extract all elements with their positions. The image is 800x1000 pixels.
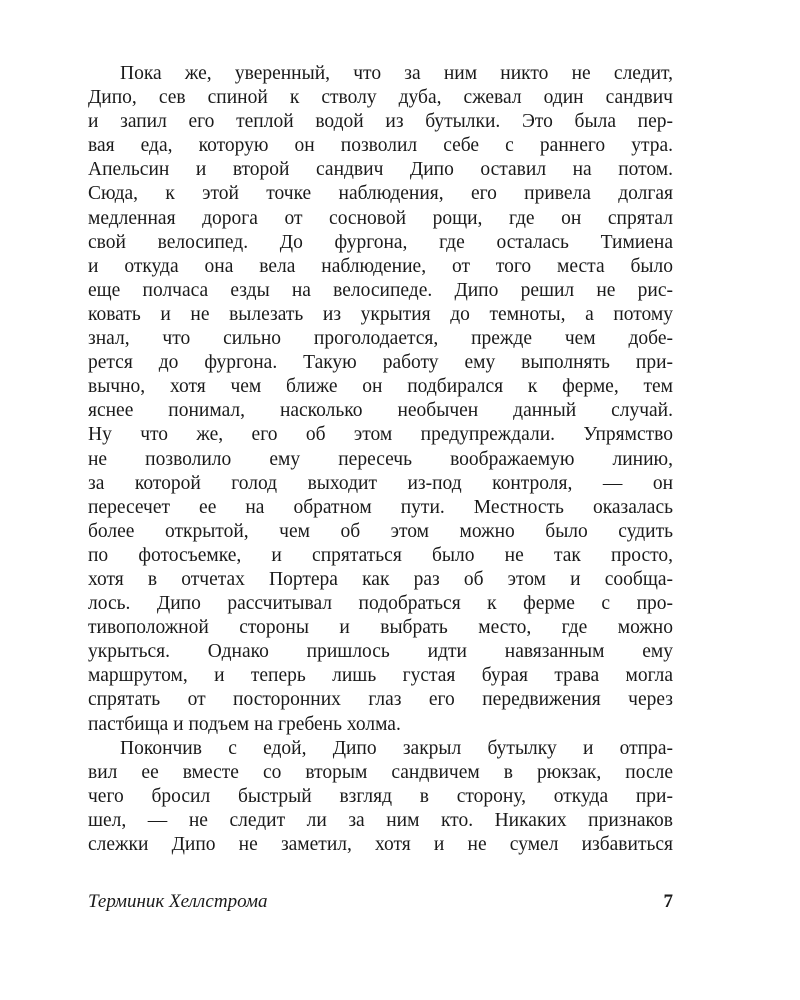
text-line: хотя в отчетах Портера как раз об этом и сообща-	[88, 568, 673, 590]
text-line: ковать и не вылезать из укрытия до темноты, а потому	[88, 303, 673, 325]
text-line: еще полчаса езды на велосипеде. Дипо решил не рис-	[88, 279, 673, 301]
text-line: рется до фургона. Такую работу ему выполнять при-	[88, 352, 673, 374]
text-line: медленная дорога от сосновой рощи, где он спрятал	[88, 207, 673, 229]
text-line: чего бросил быстрый взгляд в сторону, откуда при-	[88, 785, 673, 807]
text-line: знал, что сильно проголодается, прежде чем добе-	[88, 328, 673, 350]
text-line: вил ее вместе со вторым сандвичем в рюкзак, после	[88, 761, 673, 783]
text-line: маршрутом, и теперь лишь густая бурая трава могла	[88, 665, 673, 687]
text-line: укрыться. Однако пришлось идти навязанным ему	[88, 641, 673, 663]
text-line: пастбища и подъем на гребень холма.	[88, 713, 401, 735]
text-line: вычно, хотя чем ближе он подбирался к ферме, тем	[88, 376, 673, 398]
text-line: Покончив с едой, Дипо закрыл бутылку и отпра-	[120, 737, 673, 759]
text-line: пересечет ее на обратном пути. Местность оказалась	[88, 496, 673, 518]
text-line: Ну что же, его об этом предупреждали. Упрямство	[88, 424, 673, 446]
page-footer	[88, 889, 673, 915]
text-line: не позволило ему пересечь воображаемую линию,	[88, 448, 673, 470]
text-line: по фотосъемке, и спрятаться было не так просто,	[88, 544, 673, 566]
text-line: тивоположной стороны и выбрать место, где можно	[88, 617, 673, 639]
text-line: шел, — не следит ли за ним кто. Никаких признаков	[88, 809, 673, 831]
paragraph-2	[88, 737, 673, 857]
paragraph-1	[88, 62, 673, 737]
text-line: и откуда она вела наблюдение, от того места было	[88, 255, 673, 277]
running-title: Терминик Хеллстрома	[88, 891, 268, 912]
text-line: свой велосипед. До фургона, где осталась Тимиена	[88, 231, 673, 253]
text-line: яснее понимал, насколько необычен данный случай.	[88, 400, 673, 422]
text-line: Сюда, к этой точке наблюдения, его привела долгая	[88, 183, 673, 205]
page-body	[88, 62, 673, 857]
text-line: Дипо, сев спиной к стволу дуба, сжевал один сандвич	[88, 87, 673, 109]
text-line: Пока же, уверенный, что за ним никто не следит,	[120, 63, 673, 84]
text-line: и запил его теплой водой из бутылки. Это была пер-	[88, 111, 673, 133]
text-line: Апельсин и второй сандвич Дипо оставил на потом.	[88, 159, 673, 181]
text-line: спрятать от посторонних глаз его передвижения через	[88, 689, 673, 711]
text-line: лось. Дипо рассчитывал подобраться к ферме с про-	[88, 593, 673, 615]
page-number: 7	[663, 891, 673, 912]
text-line: за которой голод выходит из-под контроля, — он	[88, 472, 673, 494]
text-line: слежки Дипо не заметил, хотя и не сумел избавиться	[88, 834, 673, 855]
text-line: вая еда, которую он позволил себе с раннего утра.	[88, 135, 673, 157]
text-line: более открытой, чем об этом можно было судить	[88, 520, 673, 542]
